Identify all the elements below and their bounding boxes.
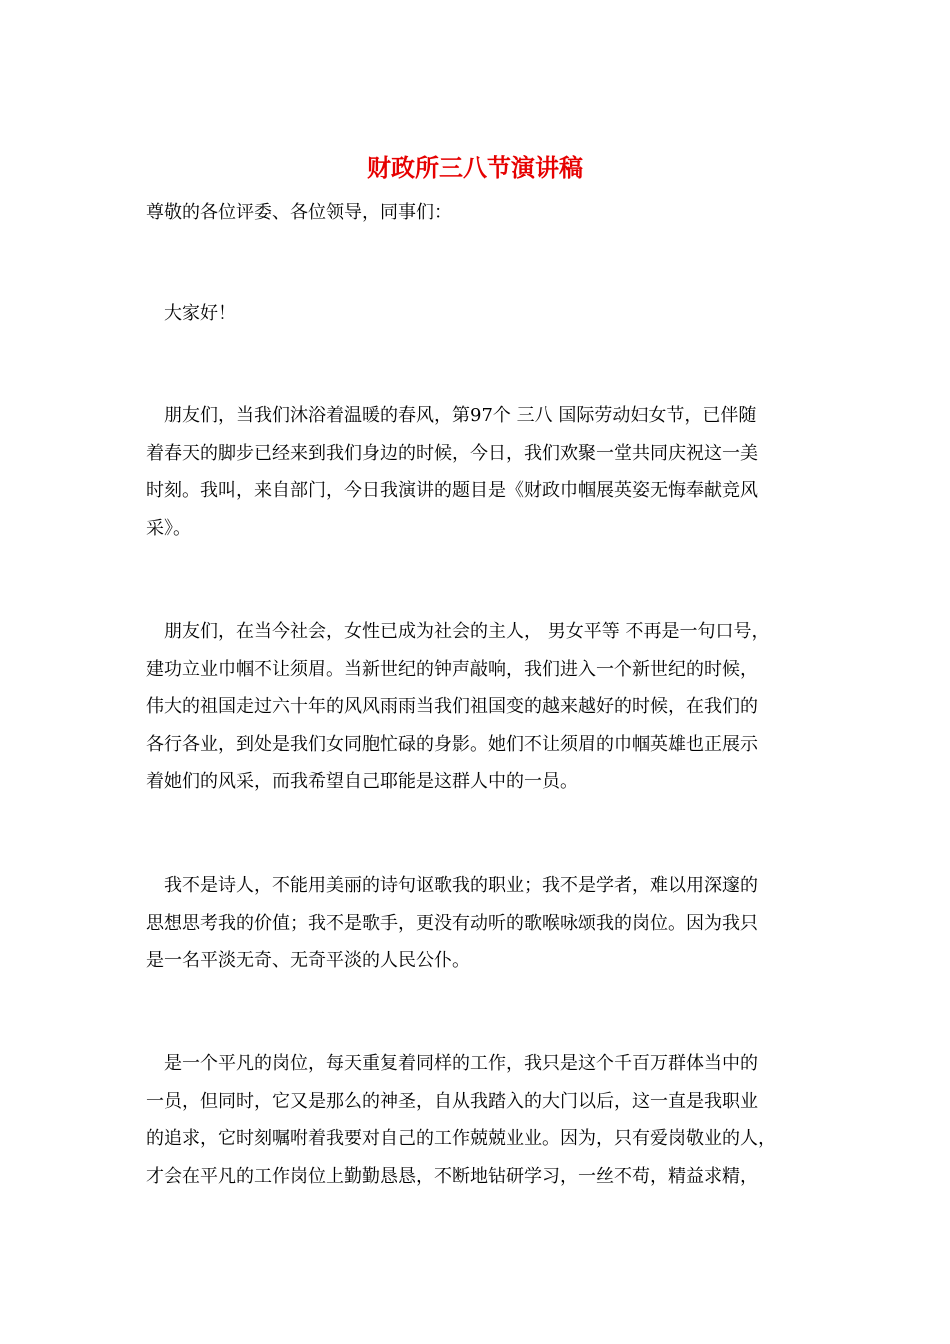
greeting	[146, 295, 810, 333]
paragraph-1	[146, 397, 810, 547]
salutation-line: 尊敬的各位评委、各位领导，同事们：	[146, 202, 452, 223]
paragraph-line: 各行各业，到处是我们女同胞忙碌的身影。她们不让须眉的巾帼英雄也正展示	[146, 733, 758, 755]
greeting-line: 大家好！	[146, 303, 236, 324]
paragraph-4	[146, 1045, 810, 1195]
paragraph-line: 的追求，它时刻嘱咐着我要对自己的工作兢兢业业。因为，只有爱岗敬业的人，	[146, 1128, 776, 1149]
paragraph-line: 伟大的祖国走过六十年的风风雨雨当我们祖国变的越来越好的时候，在我们的	[146, 696, 758, 717]
paragraph-line: 采》。	[146, 517, 191, 539]
salutation	[146, 194, 810, 232]
paragraph-line: 才会在平凡的工作岗位上勤勤恳恳，不断地钻研学习，一丝不苟，精益求精，	[146, 1165, 758, 1187]
paragraph-line: 朋友们，当我们沐浴着温暖的春风，第97个 三八 国际劳动妇女节，已伴随	[146, 405, 757, 426]
paragraph-line: 是一个平凡的岗位，每天重复着同样的工作，我只是这个千百万群体当中的	[146, 1053, 758, 1074]
paragraph-line: 建功立业巾帼不让须眉。当新世纪的钟声敲响，我们进入一个新世纪的时候，	[146, 658, 758, 680]
paragraph-3	[146, 867, 810, 980]
paragraph-line: 一员，但同时，它又是那么的神圣，自从我踏入的大门以后，这一直是我职业	[146, 1090, 758, 1112]
document-title: 财政所三八节演讲稿	[367, 153, 583, 182]
paragraph-line: 思想思考我的价值；我不是歌手，更没有动听的歌喉咏颂我的岗位。因为我只	[146, 912, 758, 934]
paragraph-2	[146, 613, 810, 801]
paragraph-line: 着春天的脚步已经来到我们身边的时候，今日，我们欢聚一堂共同庆祝这一美	[146, 442, 758, 464]
paragraph-line: 时刻。我叫，来自部门，今日我演讲的题目是《财政巾帼展英姿无悔奉献竞风	[146, 480, 758, 501]
paragraph-line: 我不是诗人，不能用美丽的诗句讴歌我的职业；我不是学者，难以用深邃的	[146, 875, 758, 896]
paragraph-line: 着她们的风采，而我希望自己耶能是这群人中的一员。	[146, 771, 578, 792]
paragraph-line: 朋友们，在当今社会，女性已成为社会的主人， 男女平等 不再是一句口号，	[146, 621, 770, 642]
paragraph-line: 是一名平淡无奇、无奇平淡的人民公仆。	[146, 950, 470, 971]
